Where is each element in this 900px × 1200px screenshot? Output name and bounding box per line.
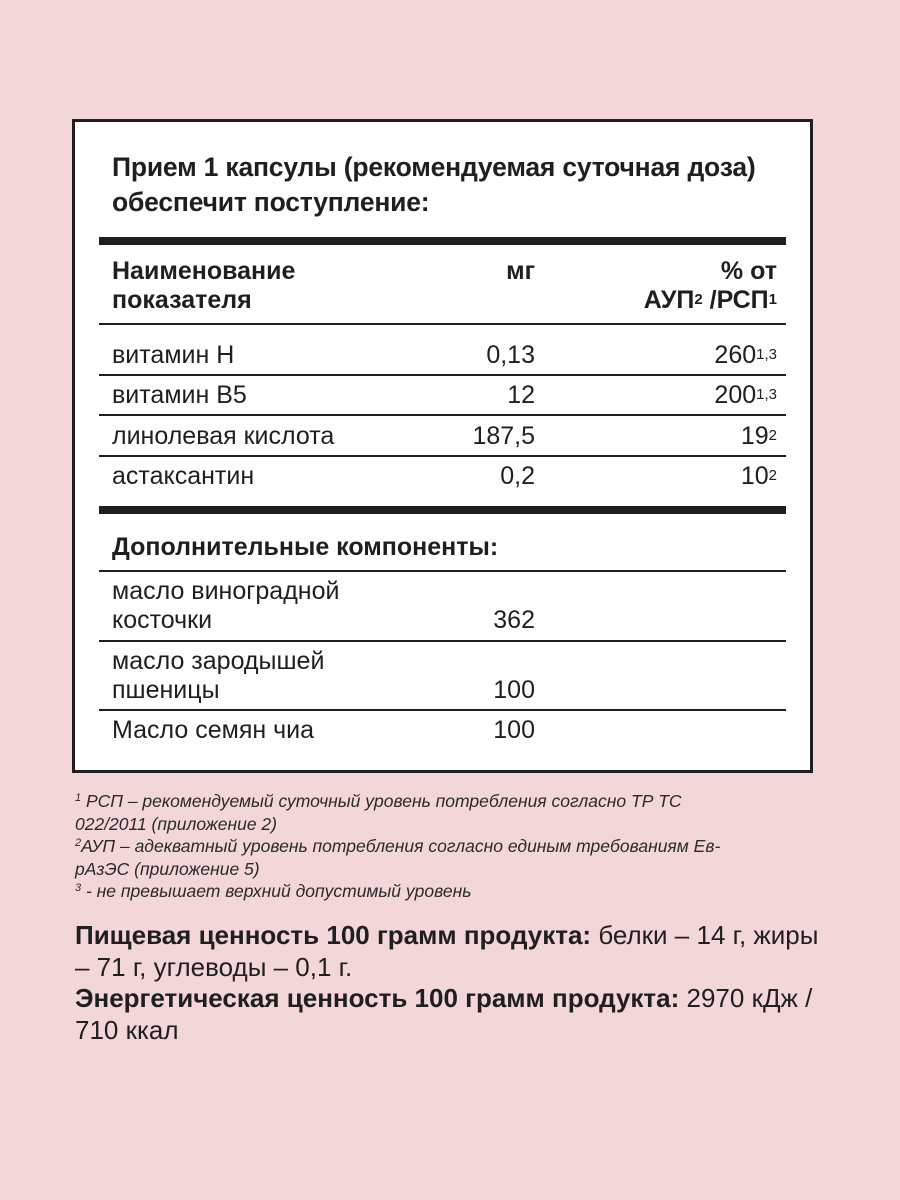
row-name: витамин H <box>112 341 235 369</box>
divider <box>99 640 786 642</box>
row-pct: $10^2$ <box>740 462 777 490</box>
row-mg: 12 <box>507 381 535 409</box>
nutrition-value: Пищевая ценность 100 грамм продукта: белки – 14 г, жиры – 71 г, углеводы – 0,1 г. <box>75 920 819 982</box>
divider-thick <box>99 506 786 514</box>
additional-mg: 362 <box>493 606 535 634</box>
footnote: $^1$ РСП – рекомендуемый суточный уровень потребления согласно ТР ТС 022/2011 (приложение 2) <box>75 791 682 834</box>
divider <box>99 709 786 711</box>
additional-name: масло зародышей пшеницы <box>112 647 325 704</box>
row-name: витамин B5 <box>112 381 247 409</box>
additional-name: масло виноградной косточки <box>112 577 340 634</box>
header-name-line2: показателя <box>112 286 252 314</box>
header-name <box>112 257 295 315</box>
row-mg: 0,13 <box>486 341 535 369</box>
panel-heading: Прием 1 капсулы (рекомендуемая суточная доза) обеспечит поступление: <box>112 152 756 217</box>
row-mg: 0,2 <box>500 462 535 490</box>
row-pct: $19^2$ <box>740 422 777 450</box>
additional-name: Масло семян чиа <box>112 716 315 744</box>
row-pct: 260$^{1,3}$ <box>714 341 777 369</box>
footnote: $^3$ - не превышает верхний допустимый уровень <box>75 881 472 901</box>
divider <box>99 323 786 325</box>
header-mg: мг <box>506 257 535 285</box>
additional-mg: 100 <box>493 716 535 744</box>
row-name: астаксантин <box>112 462 255 490</box>
divider <box>99 570 786 572</box>
row-name: линолевая кислота <box>112 422 335 450</box>
divider <box>99 455 786 457</box>
header-pct <box>644 257 777 315</box>
divider <box>99 414 786 416</box>
row-pct: 200$^{1,3}$ <box>714 381 777 409</box>
header-name-line1: Наименование <box>112 257 296 285</box>
energy-value: Энергетическая ценность 100 грамм продукта: 2970 кДж / 710 ккал <box>75 983 813 1045</box>
composition-panel <box>72 119 813 773</box>
footnote: $^2$АУП – адекватный уровень потребления согласно единым требованиям Ев- рАзЭС (приложение 5) <box>75 836 721 879</box>
footnotes <box>75 790 795 903</box>
additional-mg: 100 <box>493 676 535 704</box>
divider <box>99 374 786 376</box>
divider-thick <box>99 237 786 245</box>
nutrition-info <box>75 920 835 1046</box>
row-mg: 187,5 <box>472 422 535 450</box>
header-pct-line2: АУП$^2$ /РСП$^1$ <box>643 286 777 314</box>
header-pct-line1: % от <box>720 257 777 285</box>
additional-title: Дополнительные компоненты: <box>112 533 499 561</box>
